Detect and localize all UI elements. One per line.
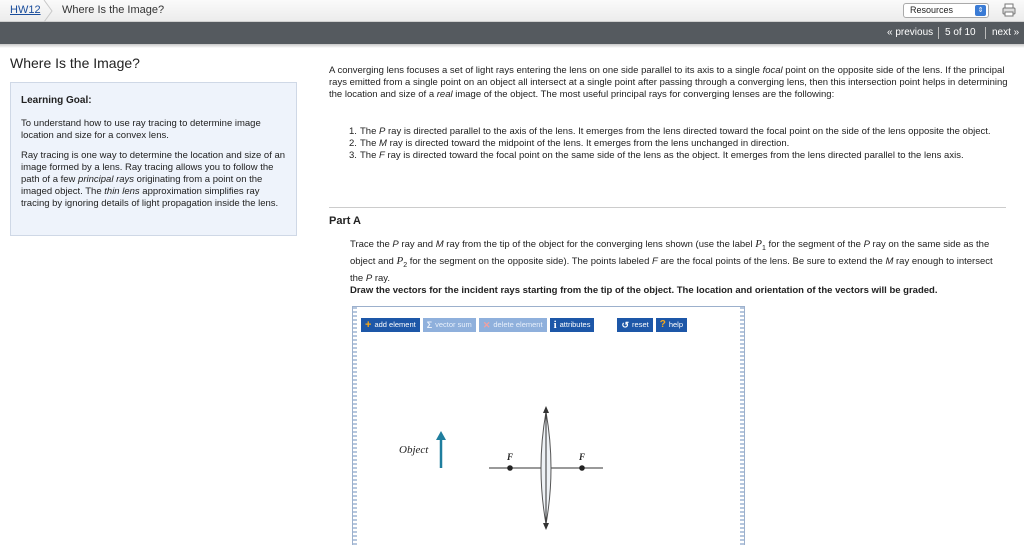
page-title: Where Is the Image? xyxy=(10,55,140,71)
add-element-button[interactable]: + add element xyxy=(361,318,420,332)
breadcrumb-separator-icon xyxy=(42,0,54,22)
principal-rays-list xyxy=(349,126,999,162)
resources-select[interactable] xyxy=(903,3,989,18)
question-nav-bar xyxy=(0,22,1024,44)
help-button[interactable]: ? help xyxy=(656,318,687,332)
learning-goal-box xyxy=(10,82,297,236)
next-link[interactable]: next » xyxy=(992,27,1020,38)
question-count: 5 of 10 xyxy=(945,27,976,38)
plus-icon: + xyxy=(365,319,372,331)
list-item: 3. The F ray is directed toward the focal point on the same side of the lens as the object. It emerges from the lens directed parallel to the lens axis. xyxy=(349,150,964,161)
nav-shadow xyxy=(0,44,1024,48)
resources-select-value: Resources xyxy=(910,5,954,15)
delete-x-icon: ✕ xyxy=(482,320,491,330)
focal-point-left[interactable] xyxy=(507,465,513,471)
reset-icon: ↺ xyxy=(621,320,630,330)
reset-button[interactable]: ↺ reset xyxy=(617,318,652,332)
breadcrumb-bar xyxy=(0,0,1024,22)
select-arrow-icon: ⇕ xyxy=(975,5,986,16)
object-arrow-icon[interactable] xyxy=(436,431,446,440)
nav-divider xyxy=(985,27,986,39)
part-a-question: Trace the P ray and M ray from the tip of the object for the converging lens shown (use the label $P_1$ for the segment of the P ray on the same side as the object and $P_2$ for the segment on the opposite side). The points labeled F are the focal points of the lens. Be sure to extend the M ray enough to intersect the P ray. xyxy=(350,238,993,284)
print-icon[interactable] xyxy=(1002,3,1016,17)
focal-label-right: F xyxy=(579,452,586,462)
breadcrumb-title: Where Is the Image? xyxy=(62,4,165,16)
object-label: Object xyxy=(399,444,429,456)
focal-point-right[interactable] xyxy=(579,465,585,471)
intro-paragraph: A converging lens focuses a set of light rays entering the lens on one side parallel to its axis to a single focal point on the opposite side of the lens. If the principal rays emitted from a single point on an object all intersect at a single point after passing through a converging lens, then this intersection point helps in determining the location and size of a real image of the object. The most useful principal rays for converging lenses are the following: xyxy=(329,65,1008,100)
breadcrumb-assignment-link[interactable]: HW12 xyxy=(10,4,41,16)
delete-element-button[interactable]: ✕ delete element xyxy=(479,318,547,332)
list-item: 1. The P ray is directed parallel to the axis of the lens. It emerges from the lens directed toward the focal point on the side of the lens opposite the object. xyxy=(349,126,991,137)
lens-arrow-bottom-icon xyxy=(543,523,549,530)
lens-arrow-top-icon xyxy=(543,406,549,413)
vector-sum-button[interactable]: Σ vector sum xyxy=(423,318,476,332)
list-item: 2. The M ray is directed toward the midpoint of the lens. It emerges from the lens unchanged in direction. xyxy=(349,138,790,149)
learning-goal-text: To understand how to use ray tracing to determine image location and size for a convex lens. xyxy=(21,118,261,141)
previous-link[interactable]: « previous xyxy=(887,27,934,38)
part-a-instruction: Draw the vectors for the incident rays starting from the tip of the object. The location and orientation of the vectors will be graded. xyxy=(350,285,938,296)
help-question-icon: ? xyxy=(659,319,666,330)
attributes-button[interactable]: i attributes xyxy=(550,318,595,332)
section-divider xyxy=(329,207,1006,208)
vector-drawing-applet[interactable] xyxy=(352,306,745,545)
sigma-icon: Σ xyxy=(426,320,433,330)
info-icon: i xyxy=(553,319,557,331)
nav-divider xyxy=(938,27,939,39)
learning-goal-description: Ray tracing is one way to determine the location and size of an image formed by a lens. Ray tracing allows you to follow the path of a few principal rays originating from a point on the imaged object. The thin lens approximation simplifies ray tracing by ignoring details of light propagation inside the lens. xyxy=(21,150,286,209)
drawing-canvas[interactable] xyxy=(353,307,746,546)
focal-label-left: F xyxy=(507,452,514,462)
learning-goal-heading: Learning Goal: xyxy=(21,95,92,106)
part-a-heading: Part A xyxy=(329,215,361,227)
